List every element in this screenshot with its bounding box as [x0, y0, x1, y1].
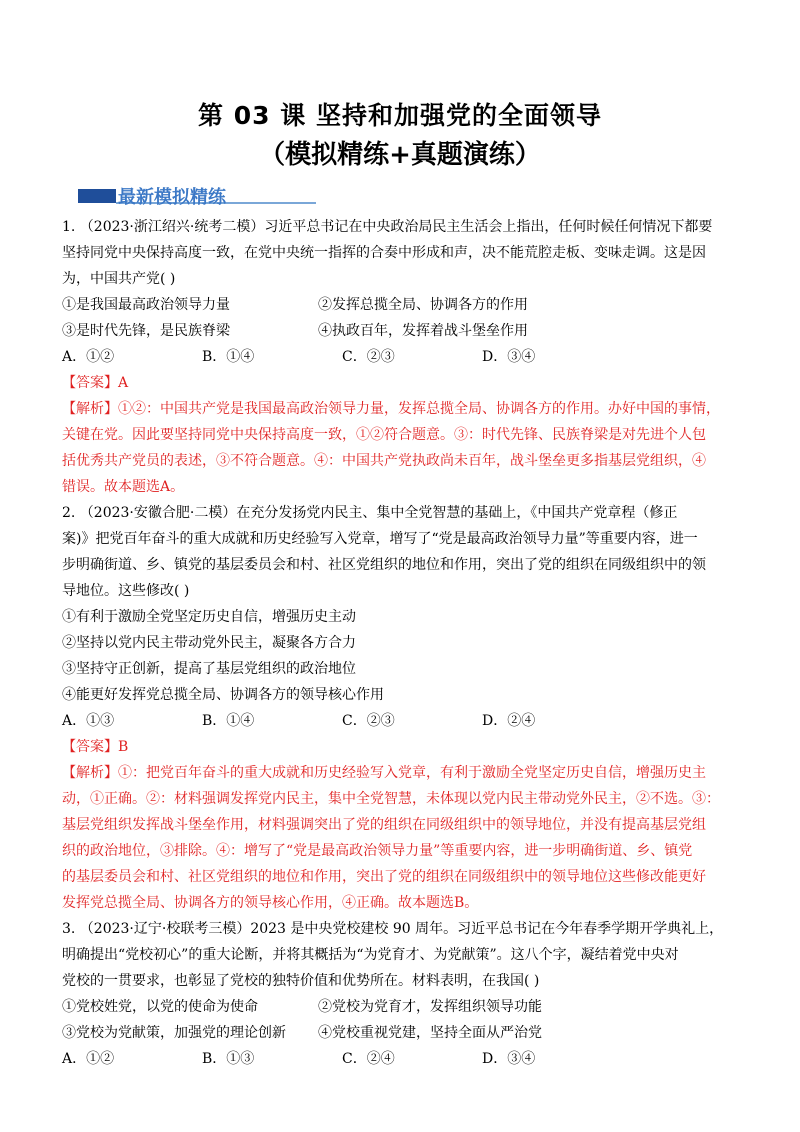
choice-d: D．③④	[482, 349, 536, 365]
choice-b: B．①③	[202, 1051, 255, 1067]
option-item: ①是我国最高政治领导力量	[62, 297, 230, 313]
option-item: ②发挥总揽全局、协调各方的作用	[318, 297, 528, 313]
choice-b: B．①④	[202, 349, 255, 365]
question-3	[62, 916, 742, 1072]
analysis-line: 括优秀共产党员的表述，③不符合题意。④：中国共产党执政尚未百年，战斗堡垒更多指基层党组织，④	[62, 453, 706, 469]
question-stem-line: 坚持同党中央保持高度一致，在党中央统一指挥的合奏中形成和声，决不能荒腔走板、变味走调。这是因	[62, 245, 706, 261]
question-stem-line: 明确提出“党校初心”的重大论断，并将其概括为“为党育才、为党献策”。这八个字，凝结着党中央对	[62, 947, 679, 963]
choice-d: D．②④	[482, 713, 536, 729]
option-item: ④执政百年，发挥着战斗堡垒作用	[318, 323, 528, 339]
choice-c: C．②③	[342, 713, 395, 729]
question-stem-line: 2. （2023·安徽合肥·二模）在充分发扬党内民主、集中全党智慧的基础上，《中国共产党章程（修正	[62, 505, 678, 521]
option-item: ①党校姓党，以党的使命为使命	[62, 999, 258, 1015]
page-title: 第 03 课 坚持和加强党的全面领导	[198, 101, 602, 130]
question-stem-line: 党校的一贯要求，也彰显了党校的独特价值和优势所在。材料表明，在我国( )	[62, 973, 540, 989]
analysis-line: 发挥党总揽全局、协调各方的领导核心作用，④正确。故本题选B。	[62, 895, 479, 911]
analysis-line: 的基层委员会和村、社区党组织的地位和作用，突出了党的组织在同级组织中的领导地位这些修改能更好	[62, 869, 706, 885]
question-stem-line: 3. （2023·辽宁·校联考三模）2023 是中央党校建校 90 周年。习近平总书记在今年春季学期开学典礼上，	[62, 921, 724, 937]
choice-a: A．①②	[62, 349, 115, 365]
answer-line: 【答案】B	[62, 739, 129, 755]
analysis-line: 基层党组织发挥战斗堡垒作用，材料强调突出了党的组织在同级组织中的领导地位，并没有提高基层党组	[62, 817, 706, 833]
page-subtitle: （模拟精练+真题演练）	[259, 140, 541, 170]
analysis-line: 关键在党。因此要坚持同党中央保持高度一致，①②符合题意。③：时代先锋、民族脊梁是对先进个人包	[62, 427, 706, 443]
choice-d: D．③④	[482, 1051, 536, 1067]
question-stem-line: 1. （2023·浙江绍兴·统考二模）习近平总书记在中央政治局民主生活会上指出，任何时候任何情况下都要	[62, 219, 713, 235]
analysis-line: 【解析】①：把党百年奋斗的重大成就和历史经验写入党章，有利于激励全党坚定历史自信，增强历史主	[62, 765, 706, 781]
choice-c: C．②③	[342, 349, 395, 365]
option-item: ①有利于激励全党坚定历史自信，增强历史主动	[62, 609, 356, 625]
banner-bar-decoration	[78, 189, 116, 203]
question-stem-line: 导地位。这些修改( )	[62, 583, 190, 599]
choice-a: A．①③	[62, 713, 115, 729]
choice-row	[62, 344, 742, 370]
analysis-line: 动，①正确。②：材料强调发挥党内民主，集中全党智慧，未体现以党内民主带动党外民主，②不选。③：	[62, 791, 720, 807]
question-stem-line: 步明确街道、乡、镇党的基层委员会和村、社区党组织的地位和作用，突出了党的组织在同级组织中的领	[62, 557, 706, 573]
option-item: ④能更好发挥党总揽全局、协调各方的领导核心作用	[62, 687, 384, 703]
choice-b: B．①④	[202, 713, 255, 729]
choice-c: C．②④	[342, 1051, 395, 1067]
analysis-line: 【解析】①②：中国共产党是我国最高政治领导力量，发挥总揽全局、协调各方的作用。办好中国的事情，	[62, 401, 720, 417]
content-body	[62, 214, 742, 1072]
answer-line: 【答案】A	[62, 375, 129, 391]
question-stem-line: 案)》把党百年奋斗的重大成就和历史经验写入党章，增写了“党是最高政治领导力量”等重要内容，进一	[62, 531, 698, 547]
choice-row	[62, 1046, 742, 1072]
question-1	[62, 214, 742, 500]
choice-a: A．①②	[62, 1051, 115, 1067]
option-row	[62, 1020, 742, 1046]
option-row	[62, 292, 742, 318]
analysis-line: 织的政治地位，③排除。④：增写了“党是最高政治领导力量”等重要内容，进一步明确街道、乡、镇党	[62, 843, 693, 859]
option-item: ④党校重视党建，坚持全面从严治党	[318, 1025, 542, 1041]
choice-row	[62, 708, 742, 734]
option-item: ②坚持以党内民主带动党外民主，凝聚各方合力	[62, 635, 356, 651]
analysis-line: 错误。故本题选A。	[62, 479, 185, 495]
section-heading: 最新模拟精练	[118, 187, 226, 208]
option-item: ③党校为党献策，加强党的理论创新	[62, 1025, 286, 1041]
option-item: ②党校为党育才，发挥组织领导功能	[318, 999, 542, 1015]
option-item: ③是时代先锋，是民族脊梁	[62, 323, 230, 339]
option-item: ③坚持守正创新，提高了基层党组织的政治地位	[62, 661, 356, 677]
question-2	[62, 500, 742, 916]
section-banner	[78, 183, 378, 209]
option-row	[62, 994, 742, 1020]
question-stem-line: 为，中国共产党( )	[62, 271, 176, 287]
option-row	[62, 318, 742, 344]
